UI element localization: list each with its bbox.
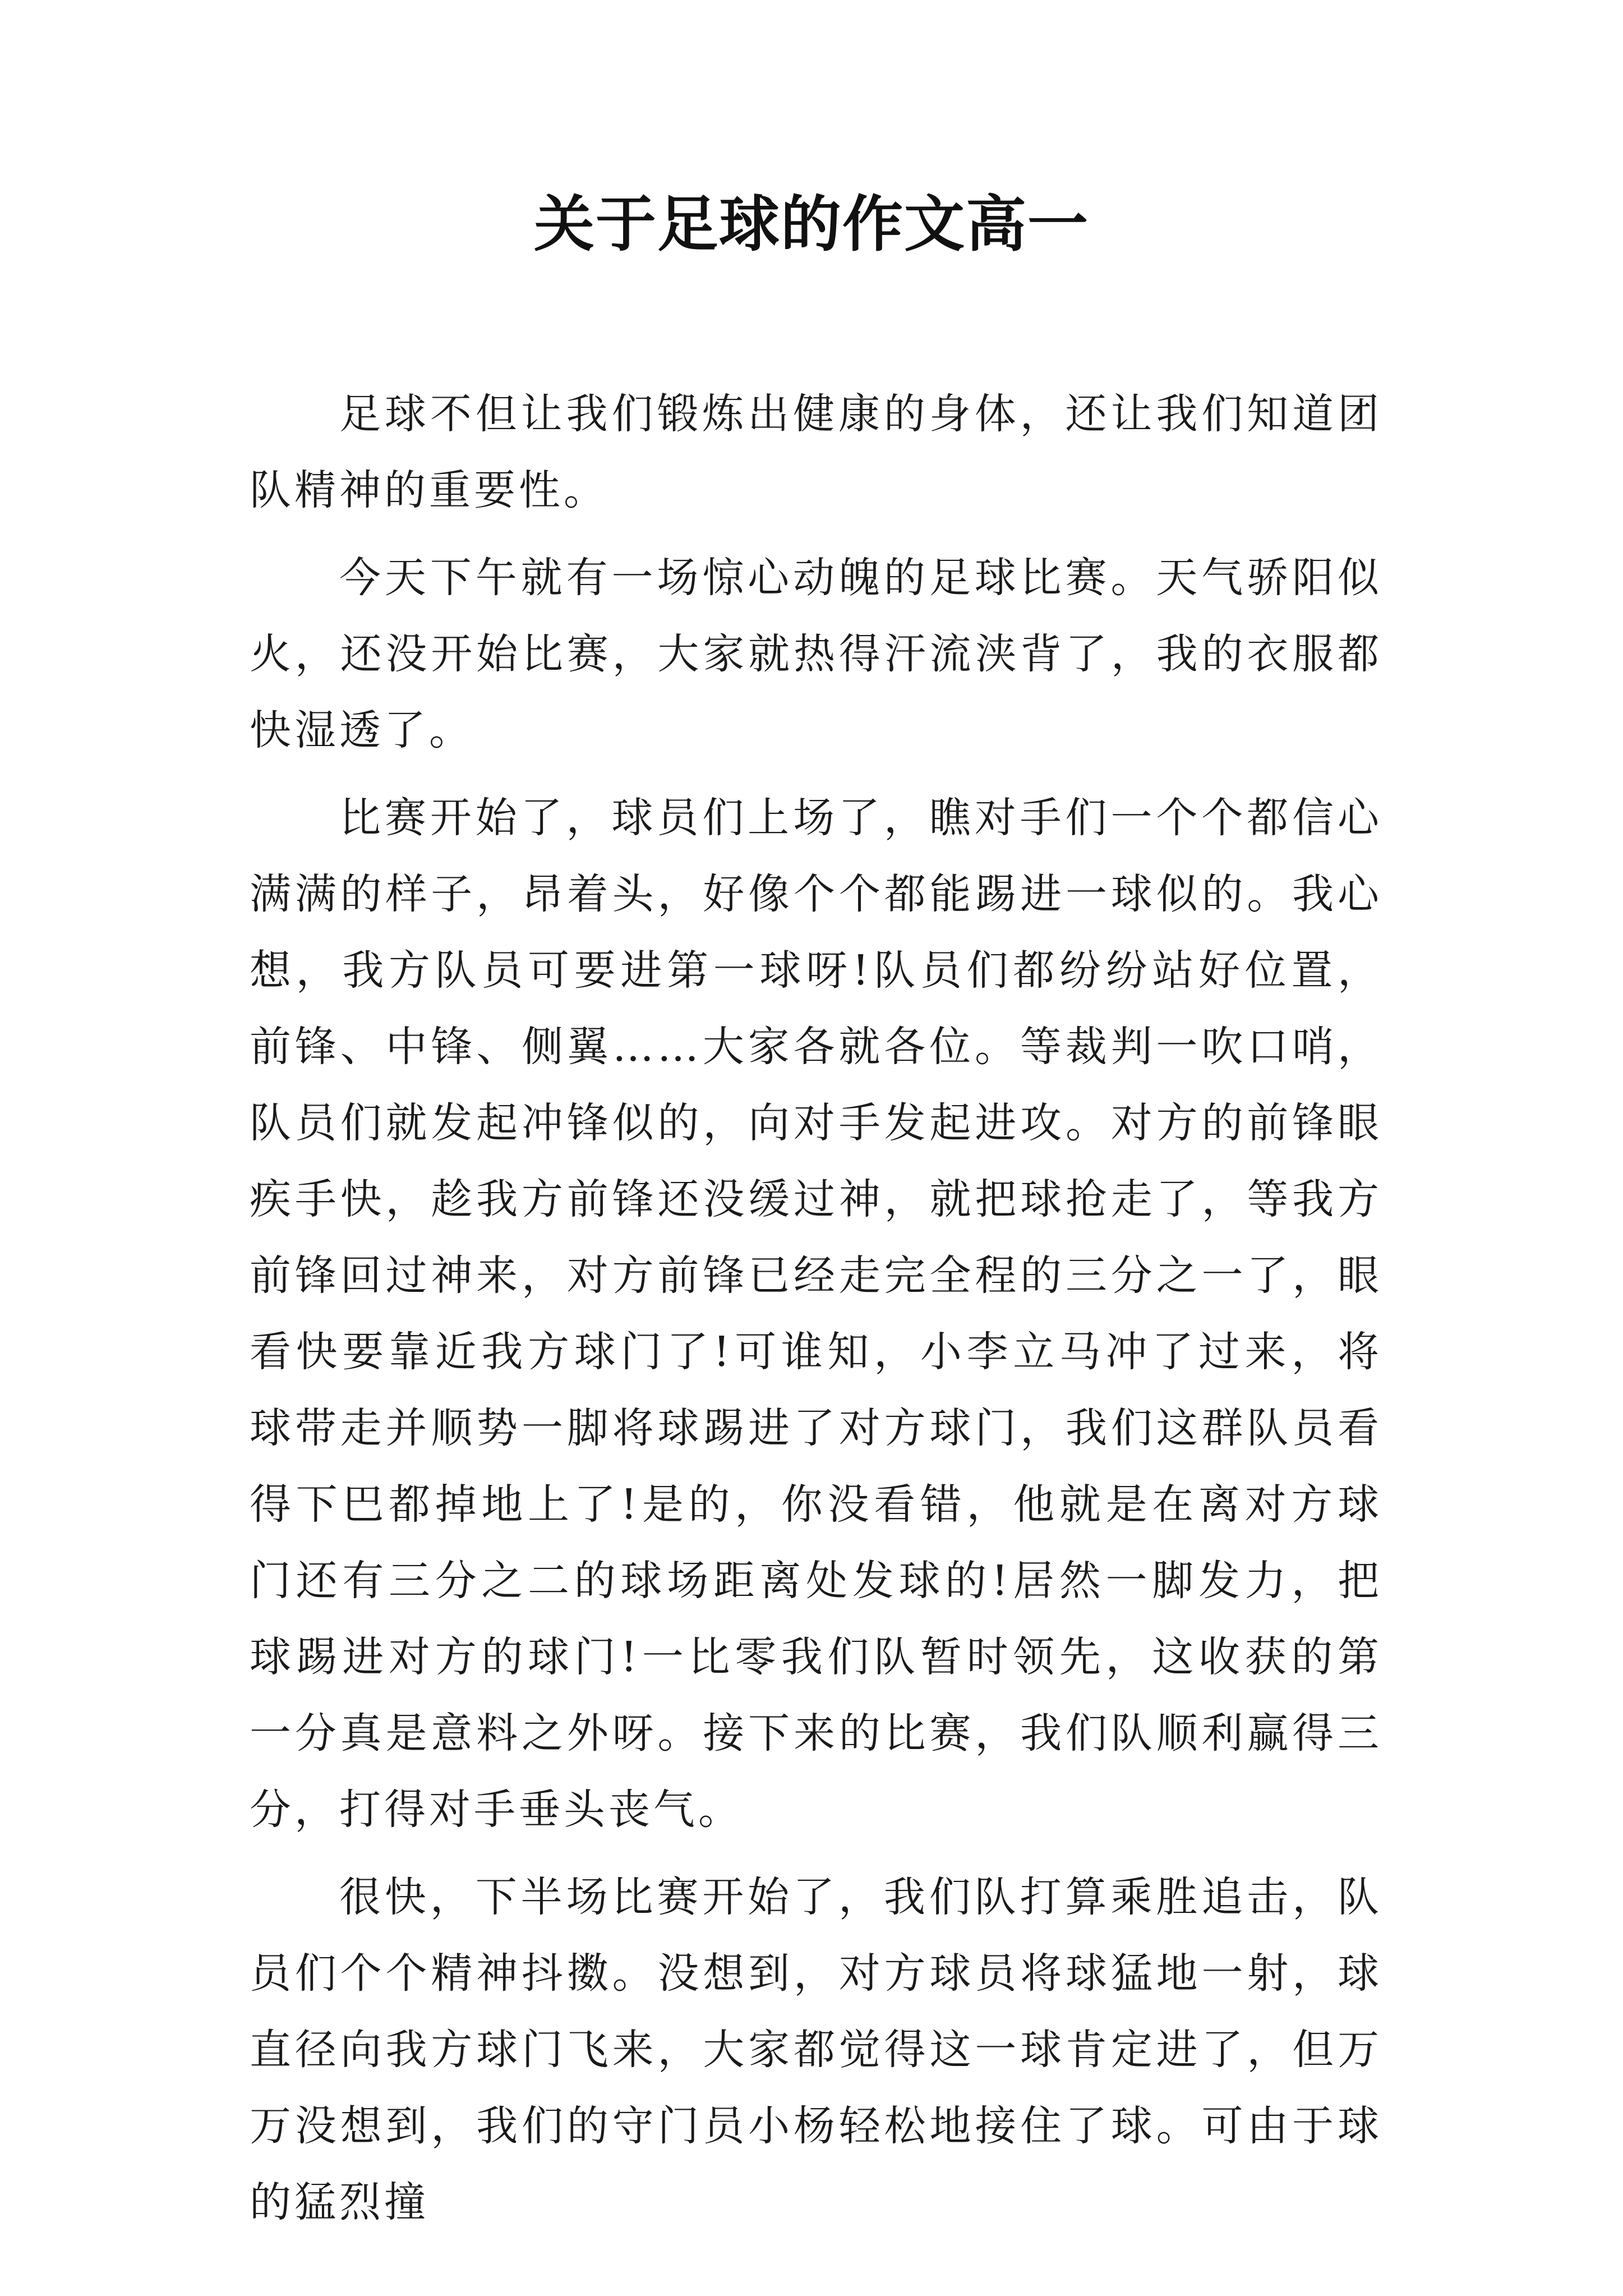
paragraph: 比赛开始了，球员们上场了，瞧对手们一个个都信心满满的样子，昂着头，好像个个都能踢进一球似的。我心想，我方队员可要进第一球呀!队员们都纷纷站好位置，前锋、中锋、侧翼……大家各就各位。等裁判一吹口哨，队员们就发起冲锋似的，向对手发起进攻。对方的前锋眼疾手快，趁我方前锋还没缓过神，就把球抢走了，等我方前锋回过神来，对方前锋已经走完全程的三分之一了，眼看快要靠近我方球门了!可谁知，小李立马冲了过来，将球带走并顺势一脚将球踢进了对方球门，我们这群队员看得下巴都掉地上了!是的，你没看错，他就是在离对方球门还有三分之二的球场距离处发球的!居然一脚发力，把球踢进对方的球门!一比零我们队暂时领先，这收获的第一分真是意料之外呀。接下来的比赛，我们队顺利赢得三分，打得对手垂头丧气。	[250, 794, 1382, 1834]
paragraph: 足球不但让我们锻炼出健康的身体，还让我们知道团队精神的重要性。	[250, 390, 1382, 514]
paragraph: 今天下午就有一场惊心动魄的足球比赛。天气骄阳似火，还没开始比赛，大家就热得汗流浃背了，我的衣服都快湿透了。	[250, 554, 1382, 754]
paragraph: 很快，下半场比赛开始了，我们队打算乘胜追击，队员们个个精神抖擞。没想到，对方球员将球猛地一射，球直径向我方球门飞来，大家都觉得这一球肯定进了，但万万没想到，我们的守门员小杨轻松地接住了球。可由于球的猛烈撞	[250, 1873, 1382, 2226]
document-body	[250, 376, 1382, 2252]
document-title: 关于足球的作文高一	[533, 189, 1089, 260]
